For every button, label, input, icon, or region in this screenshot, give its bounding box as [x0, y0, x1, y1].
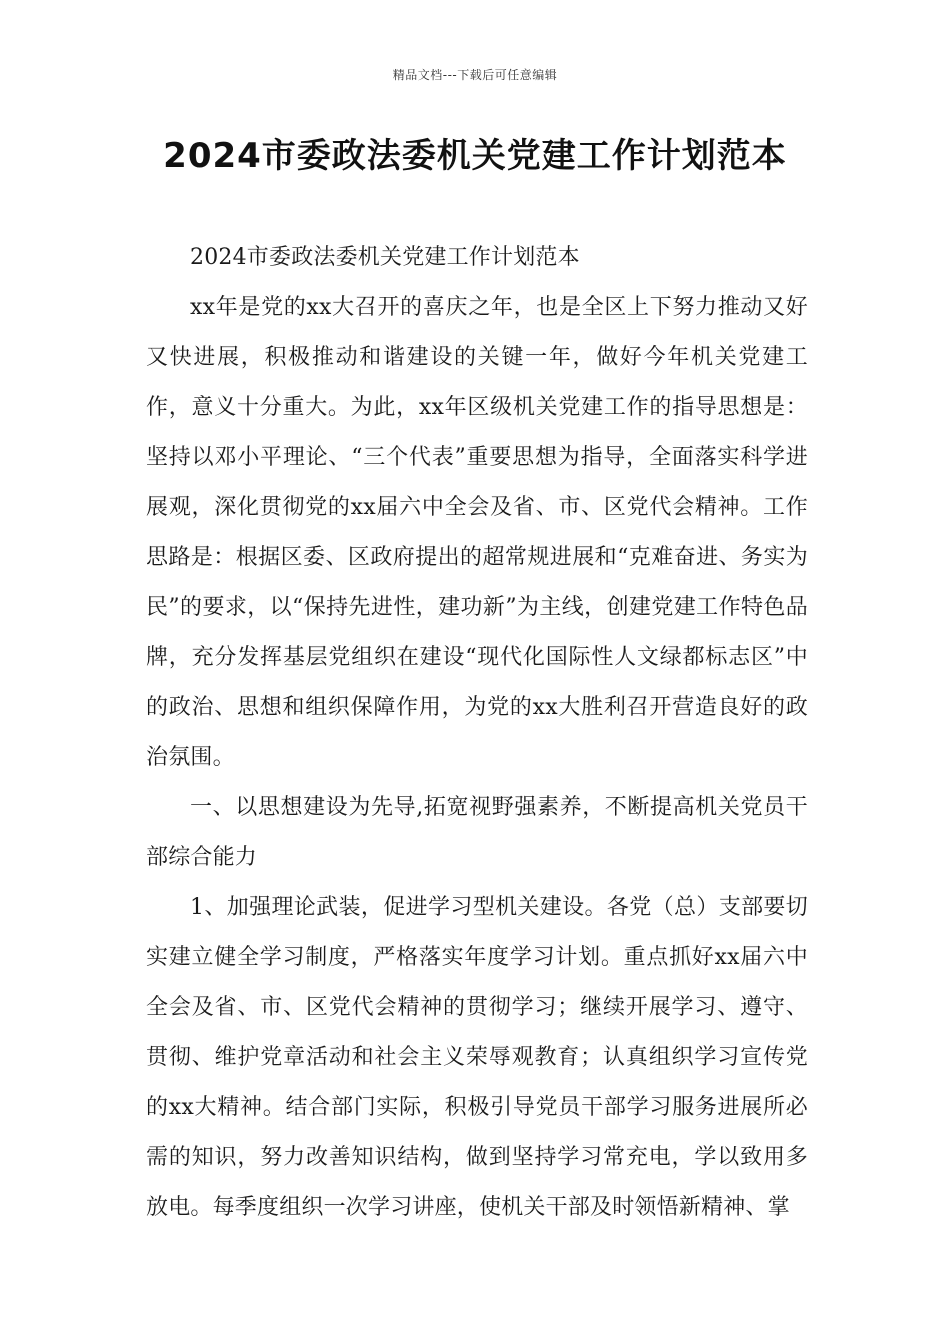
paragraph-item-1: 1、加强理论武装，促进学习型机关建设。各党（总）支部要切实建立健全学习制度，严格落实年度学习计划。重点抓好xx届六中全会及省、市、区党代会精神的贯彻学习；继续开展学习、遵守、贯彻、维护党章活动和社会主义荣辱观教育；认真组织学习宣传党的xx大精神。结合部门实际，积极引导党员干部学习服务进展所必需的知识，努力改善知识结构，做到坚持学习常充电，学以致用多放电。每季度组织一次学习讲座，使机关干部及时领悟新精神、掌: [146, 895, 808, 1220]
paragraph-intro: xx年是党的xx大召开的喜庆之年，也是全区上下努力推动又好又快进展，积极推动和谐建设的关键一年，做好今年机关党建工作，意义十分重大。为此，xx年区级机关党建工作的指导思想是：坚持以邓小平理论、“三个代表”重要思想为指导，全面落实科学进展观，深化贯彻党的xx届六中全会及省、市、区党代会精神。工作思路是：根据区委、区政府提出的超常规进展和“克难奋进、务实为民”的要求，以“保持先进性，建功新”为主线，创建党建工作特色品牌，充分发挥基层党组织在建设“现代化国际性人文绿都标志区”中的政治、思想和组织保障作用，为党的xx大胜利召开营造良好的政治氛围。: [146, 295, 808, 770]
document-body: [146, 233, 808, 1233]
document-title: 2024市委政法委机关党建工作计划范本: [163, 136, 787, 176]
header-note: 精品文档---下载后可任意编辑: [392, 68, 558, 82]
paragraph-subtitle: 2024市委政法委机关党建工作计划范本: [190, 245, 580, 270]
section-heading-1: 一、以思想建设为先导,拓宽视野强素养，不断提高机关党员干部综合能力: [146, 795, 808, 870]
